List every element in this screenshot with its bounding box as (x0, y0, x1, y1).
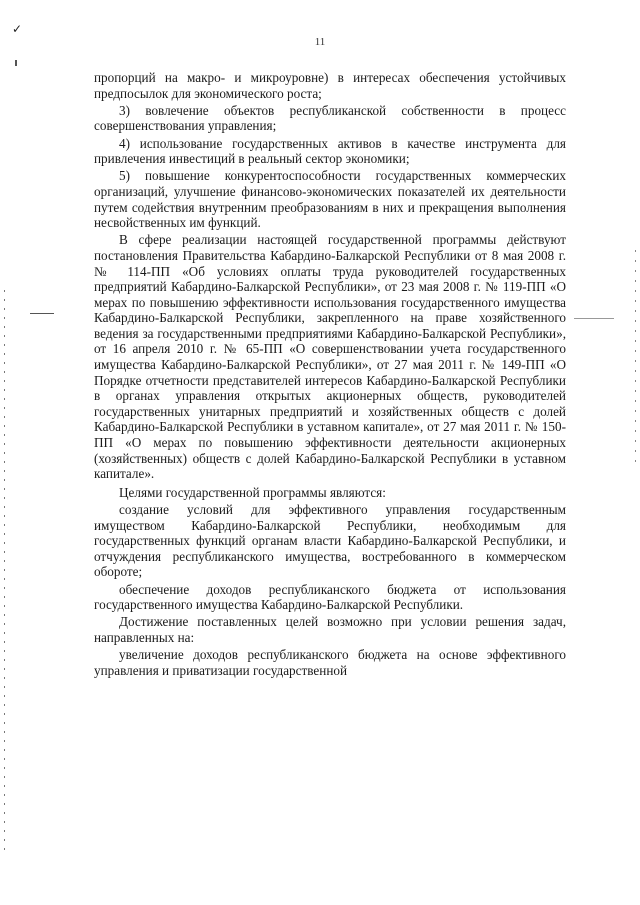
paragraph: создание условий для эффективного управления государственным имуществом Кабардино-Балкарской Республики, необходимым для государственных функций органам власти Кабардино-Балкарской Республики, и отчуждения республиканского имущества, востребованного в коммерческом обороте; (94, 502, 566, 580)
paragraph: увеличение доходов республиканского бюджета на основе эффективного управления и приватизации государственной (94, 647, 566, 678)
paragraph: Достижение поставленных целей возможно при условии решения задач, направленных на: (94, 614, 566, 645)
document-body (94, 70, 566, 680)
margin-dots (4, 290, 5, 850)
margin-dots (635, 250, 636, 470)
paragraph: Целями государственной программы являются: (119, 484, 386, 500)
paragraph: 5) повышение конкурентоспособности государственных коммерческих организаций, улучшение финансово-экономических показателей их деятельности путем содействия внутренним преобразованиям в них и прекращения выполнения несвойственных им функций. (94, 168, 566, 231)
paragraph: 3) вовлечение объектов республиканской собственности в процесс совершенствования управления; (94, 102, 566, 134)
paragraph: обеспечение доходов республиканского бюджета от использования государственного имущества Кабардино-Балкарской Республики. (94, 581, 566, 613)
paragraph: пропорций на макро- и микроуровне) в интересах обеспечения устойчивых предпосылок для экономического роста; (94, 70, 566, 101)
paragraph: В сфере реализации настоящей государственной программы действуют постановления Правительства Кабардино-Балкарской Республики от 8 мая 2008 г. № 114-ПП «Об условиях оплаты труда руководителей государственных предприятий Кабардино-Балкарской Республики», от 23 мая 2008 г. № 119-ПП «О мерах по повышению эффективности использования государственного имущества Кабардино-Балкарской Республики, закрепленного на праве хозяйственного ведения за государственными предприятиями Кабардино-Балкарской Республики», от 16 апреля 2010 г. № 65-ПП «О совершенствовании учета государственного имущества Кабардино-Балкарской Республики», от 27 мая 2011 г. № 149-ПП «О Порядке отчетности представителей интересов Кабардино-Балкарской Республики в органах управления открытых акционерных обществ, руководителей государственных унитарных предприятий и хозяйственных обществ с долей Кабардино-Балкарской Республики в уставном капитале», от 27 мая 2011 г. № 150-ПП «О мерах по повышению эффективности деятельности акционерных (хозяйственных) обществ с долей Кабардино-Балкарской Республики в уставном капитале». (94, 232, 566, 482)
paragraph: 4) использование государственных активов в качестве инструмента для привлечения инвестиций в реальный сектор экономики; (94, 135, 566, 167)
scan-artifact: ✓ (12, 22, 23, 36)
scan-artifact (15, 60, 17, 66)
page-number: 11 (314, 36, 326, 48)
margin-dash (574, 318, 614, 319)
margin-dash (30, 313, 54, 314)
